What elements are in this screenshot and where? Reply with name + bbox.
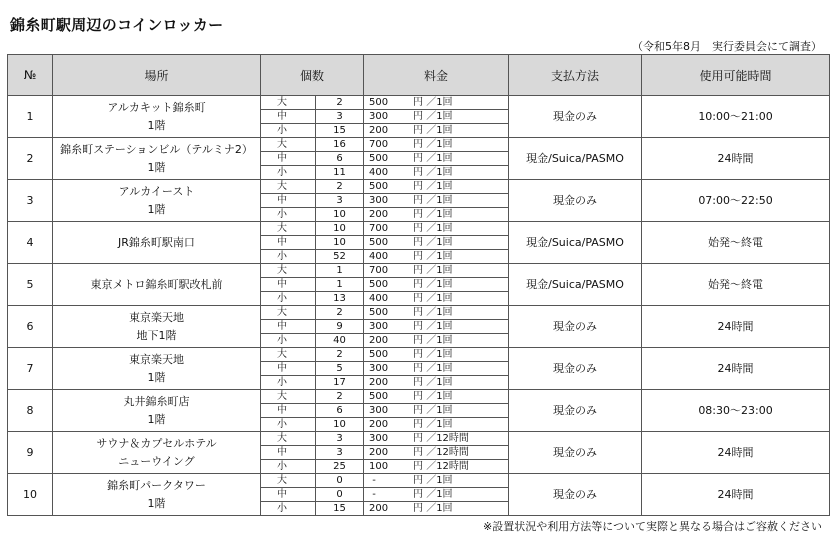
fee-amount: 500 <box>369 180 389 192</box>
available-hours: 10:00～21:00 <box>642 96 830 138</box>
payment-method: 現金/Suica/PASMO <box>509 138 642 180</box>
fee-cell <box>364 418 509 432</box>
fee-unit: 円 ／1回 <box>413 166 453 178</box>
fee-cell <box>364 432 509 446</box>
fee-cell <box>364 264 509 278</box>
locker-size: 小 <box>261 124 316 138</box>
locker-count: 15 <box>316 502 364 516</box>
fee-amount: 700 <box>369 222 389 234</box>
fee-cell <box>364 292 509 306</box>
row-number: 10 <box>8 474 53 516</box>
locker-size: 中 <box>261 488 316 502</box>
fee-cell <box>364 320 509 334</box>
locker-count: 6 <box>316 152 364 166</box>
available-hours: 24時間 <box>642 348 830 390</box>
table-row <box>8 180 830 194</box>
locker-count: 10 <box>316 236 364 250</box>
location-line: 1階 <box>147 202 166 216</box>
locker-size: 大 <box>261 432 316 446</box>
table-header-row <box>8 55 830 96</box>
fee-cell <box>364 222 509 236</box>
fee-amount: 500 <box>369 278 389 290</box>
locker-count: 5 <box>316 362 364 376</box>
fee-amount: 200 <box>369 502 389 514</box>
payment-method: 現金のみ <box>509 96 642 138</box>
locker-count: 2 <box>316 180 364 194</box>
fee-unit: 円 ／1回 <box>413 96 453 108</box>
locker-size: 中 <box>261 110 316 124</box>
payment-method: 現金/Suica/PASMO <box>509 264 642 306</box>
location-line: 1階 <box>147 118 166 132</box>
fee-cell <box>364 138 509 152</box>
table-row <box>8 306 830 320</box>
locker-size: 中 <box>261 152 316 166</box>
locker-size: 中 <box>261 362 316 376</box>
fee-unit: 円 ／12時間 <box>413 460 469 472</box>
fee-amount: 200 <box>369 124 389 136</box>
available-hours: 始発～終電 <box>642 264 830 306</box>
location-line: 1階 <box>147 496 166 510</box>
locker-count: 2 <box>316 306 364 320</box>
locker-count: 40 <box>316 334 364 348</box>
fee-unit: 円 ／1回 <box>413 488 453 500</box>
locker-size: 中 <box>261 404 316 418</box>
fee-amount: 700 <box>369 138 389 150</box>
locker-count: 10 <box>316 222 364 236</box>
row-number: 1 <box>8 96 53 138</box>
location-cell <box>53 390 261 432</box>
fee-cell <box>364 152 509 166</box>
locker-size: 大 <box>261 222 316 236</box>
table-row <box>8 138 830 152</box>
fee-amount: 300 <box>369 320 389 332</box>
fee-unit: 円 ／1回 <box>413 124 453 136</box>
locker-size: 大 <box>261 306 316 320</box>
fee-cell <box>364 194 509 208</box>
locker-count: 52 <box>316 250 364 264</box>
fee-cell <box>364 362 509 376</box>
header-fee: 料金 <box>364 55 509 96</box>
fee-amount: 400 <box>369 292 389 304</box>
fee-amount: 200 <box>369 418 389 430</box>
fee-amount: 200 <box>369 208 389 220</box>
payment-method: 現金のみ <box>509 390 642 432</box>
fee-amount: 300 <box>369 194 389 206</box>
locker-size: 中 <box>261 194 316 208</box>
fee-cell <box>364 110 509 124</box>
locker-count: 10 <box>316 418 364 432</box>
locker-count: 15 <box>316 124 364 138</box>
table-row <box>8 432 830 446</box>
table-row <box>8 222 830 236</box>
fee-cell <box>364 376 509 390</box>
fee-unit: 円 ／1回 <box>413 376 453 388</box>
fee-cell <box>364 208 509 222</box>
row-number: 9 <box>8 432 53 474</box>
payment-method: 現金のみ <box>509 180 642 222</box>
locker-count: 25 <box>316 460 364 474</box>
fee-amount: 400 <box>369 250 389 262</box>
fee-amount: - <box>369 474 376 486</box>
locker-table <box>7 54 830 516</box>
header-hours: 使用可能時間 <box>642 55 830 96</box>
fee-amount: 200 <box>369 446 389 458</box>
fee-cell <box>364 348 509 362</box>
locker-size: 大 <box>261 390 316 404</box>
available-hours: 08:30～23:00 <box>642 390 830 432</box>
location-line: 東京メトロ錦糸町駅改札前 <box>90 277 223 291</box>
locker-count: 6 <box>316 404 364 418</box>
locker-size: 大 <box>261 138 316 152</box>
fee-amount: 500 <box>369 306 389 318</box>
fee-amount: 300 <box>369 362 389 374</box>
fee-unit: 円 ／1回 <box>413 222 453 234</box>
locker-size: 大 <box>261 264 316 278</box>
fee-cell <box>364 460 509 474</box>
fee-unit: 円 ／1回 <box>413 418 453 430</box>
location-line: 丸井錦糸町店 <box>123 394 190 408</box>
locker-count: 0 <box>316 488 364 502</box>
fee-amount: 500 <box>369 96 389 108</box>
available-hours: 24時間 <box>642 306 830 348</box>
fee-unit: 円 ／1回 <box>413 208 453 220</box>
location-cell <box>53 306 261 348</box>
locker-size: 小 <box>261 166 316 180</box>
fee-unit: 円 ／1回 <box>413 474 453 486</box>
locker-size: 大 <box>261 96 316 110</box>
fee-amount: 700 <box>369 264 389 276</box>
locker-count: 1 <box>316 278 364 292</box>
available-hours: 24時間 <box>642 138 830 180</box>
location-cell <box>53 432 261 474</box>
location-cell <box>53 474 261 516</box>
location-line: アルカイースト <box>118 184 195 198</box>
fee-unit: 円 ／1回 <box>413 404 453 416</box>
available-hours: 24時間 <box>642 474 830 516</box>
locker-size: 小 <box>261 208 316 222</box>
payment-method: 現金のみ <box>509 432 642 474</box>
location-line: アルカキット錦糸町 <box>107 100 206 114</box>
locker-size: 小 <box>261 460 316 474</box>
locker-count: 11 <box>316 166 364 180</box>
header-no: № <box>8 55 53 96</box>
survey-note: （令和5年8月 実行委員会にて調査） <box>632 40 822 53</box>
fee-amount: 500 <box>369 152 389 164</box>
fee-amount: 300 <box>369 110 389 122</box>
locker-count: 0 <box>316 474 364 488</box>
locker-size: 中 <box>261 278 316 292</box>
fee-cell <box>364 166 509 180</box>
location-line: 1階 <box>147 160 166 174</box>
available-hours: 07:00～22:50 <box>642 180 830 222</box>
fee-amount: 500 <box>369 390 389 402</box>
location-line: 東京楽天地 <box>129 352 184 366</box>
fee-cell <box>364 250 509 264</box>
fee-unit: 円 ／1回 <box>413 502 453 514</box>
fee-unit: 円 ／1回 <box>413 180 453 192</box>
fee-unit: 円 ／1回 <box>413 194 453 206</box>
location-line: 錦糸町ステーションビル（テルミナ2） <box>60 142 253 156</box>
header-count: 個数 <box>261 55 364 96</box>
locker-size: 中 <box>261 320 316 334</box>
locker-size: 小 <box>261 334 316 348</box>
available-hours: 始発～終電 <box>642 222 830 264</box>
location-cell <box>53 138 261 180</box>
fee-cell <box>364 124 509 138</box>
location-cell <box>53 180 261 222</box>
table-row <box>8 264 830 278</box>
locker-count: 2 <box>316 390 364 404</box>
fee-amount: 500 <box>369 348 389 360</box>
fee-unit: 円 ／1回 <box>413 138 453 150</box>
fee-unit: 円 ／1回 <box>413 334 453 346</box>
table-body <box>8 96 830 516</box>
fee-amount: 300 <box>369 404 389 416</box>
fee-amount: 200 <box>369 376 389 388</box>
row-number: 2 <box>8 138 53 180</box>
fee-amount: 300 <box>369 432 389 444</box>
payment-method: 現金/Suica/PASMO <box>509 222 642 264</box>
location-line: JR錦糸町駅南口 <box>118 235 195 249</box>
locker-count: 17 <box>316 376 364 390</box>
locker-count: 3 <box>316 432 364 446</box>
row-number: 7 <box>8 348 53 390</box>
fee-unit: 円 ／1回 <box>413 250 453 262</box>
locker-size: 小 <box>261 250 316 264</box>
fee-cell <box>364 390 509 404</box>
locker-count: 2 <box>316 96 364 110</box>
fee-cell <box>364 278 509 292</box>
payment-method: 現金のみ <box>509 474 642 516</box>
location-line: 1階 <box>147 370 166 384</box>
locker-count: 9 <box>316 320 364 334</box>
row-number: 4 <box>8 222 53 264</box>
locker-size: 小 <box>261 502 316 516</box>
payment-method: 現金のみ <box>509 348 642 390</box>
fee-unit: 円 ／1回 <box>413 264 453 276</box>
locker-size: 中 <box>261 446 316 460</box>
location-cell <box>53 222 261 264</box>
fee-unit: 円 ／1回 <box>413 110 453 122</box>
fee-cell <box>364 404 509 418</box>
fee-amount: 200 <box>369 334 389 346</box>
fee-unit: 円 ／1回 <box>413 362 453 374</box>
locker-count: 3 <box>316 110 364 124</box>
fee-cell <box>364 502 509 516</box>
fee-unit: 円 ／1回 <box>413 320 453 332</box>
row-number: 8 <box>8 390 53 432</box>
payment-method: 現金のみ <box>509 306 642 348</box>
row-number: 3 <box>8 180 53 222</box>
available-hours: 24時間 <box>642 432 830 474</box>
locker-count: 13 <box>316 292 364 306</box>
locker-size: 大 <box>261 180 316 194</box>
location-cell <box>53 348 261 390</box>
locker-size: 中 <box>261 236 316 250</box>
location-cell <box>53 96 261 138</box>
fee-cell <box>364 236 509 250</box>
location-line: 錦糸町パークタワー <box>107 478 206 492</box>
row-number: 5 <box>8 264 53 306</box>
locker-count: 3 <box>316 194 364 208</box>
locker-count: 10 <box>316 208 364 222</box>
locker-count: 1 <box>316 264 364 278</box>
locker-size: 小 <box>261 292 316 306</box>
fee-cell <box>364 334 509 348</box>
locker-count: 16 <box>316 138 364 152</box>
fee-amount: 100 <box>369 460 389 472</box>
locker-size: 大 <box>261 348 316 362</box>
fee-unit: 円 ／1回 <box>413 152 453 164</box>
fee-cell <box>364 488 509 502</box>
fee-cell <box>364 96 509 110</box>
row-number: 6 <box>8 306 53 348</box>
fee-amount: 500 <box>369 236 389 248</box>
locker-size: 小 <box>261 418 316 432</box>
fee-unit: 円 ／1回 <box>413 236 453 248</box>
header-location: 場所 <box>53 55 261 96</box>
fee-cell <box>364 474 509 488</box>
location-line: 1階 <box>147 412 166 426</box>
location-cell <box>53 264 261 306</box>
locker-size: 大 <box>261 474 316 488</box>
fee-unit: 円 ／1回 <box>413 390 453 402</box>
header-payment: 支払方法 <box>509 55 642 96</box>
locker-count: 3 <box>316 446 364 460</box>
location-line: サウナ＆カプセルホテル <box>96 436 217 450</box>
table-row <box>8 474 830 488</box>
location-line: 東京楽天地 <box>129 310 184 324</box>
location-line: ニューウイング <box>118 454 195 468</box>
fee-unit: 円 ／1回 <box>413 348 453 360</box>
fee-unit: 円 ／12時間 <box>413 432 469 444</box>
fee-cell <box>364 306 509 320</box>
page-title: 錦糸町駅周辺のコインロッカー <box>10 16 224 34</box>
disclaimer-note: ※設置状況や利用方法等について実際と異なる場合はご容赦ください <box>483 520 822 533</box>
fee-unit: 円 ／1回 <box>413 292 453 304</box>
fee-unit: 円 ／1回 <box>413 278 453 290</box>
table-row <box>8 390 830 404</box>
fee-unit: 円 ／12時間 <box>413 446 469 458</box>
locker-count: 2 <box>316 348 364 362</box>
fee-unit: 円 ／1回 <box>413 306 453 318</box>
fee-cell <box>364 446 509 460</box>
fee-amount: 400 <box>369 166 389 178</box>
fee-amount: - <box>369 488 376 500</box>
fee-cell <box>364 180 509 194</box>
table-row <box>8 96 830 110</box>
table-row <box>8 348 830 362</box>
locker-size: 小 <box>261 376 316 390</box>
location-line: 地下1階 <box>136 328 177 342</box>
